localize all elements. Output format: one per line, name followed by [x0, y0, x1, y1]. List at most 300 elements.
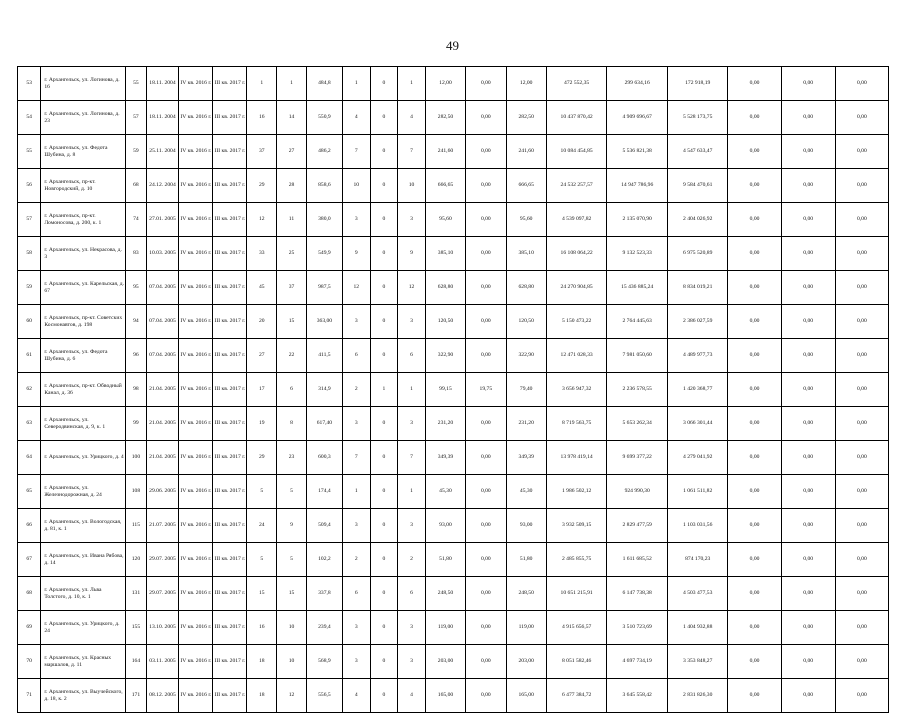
cell-date-recognized: 18.11. 2004 [146, 67, 179, 101]
cell-cost-total: 10 084 454,85 [546, 135, 607, 169]
cell-area-municipal: 231,20 [506, 407, 546, 441]
cell-house-number: 120 [126, 543, 146, 577]
cell-area-total-rooms: 95,60 [425, 203, 465, 237]
cell-house-number: 98 [126, 373, 146, 407]
cell-cost-fund: 14 947 786,96 [607, 169, 668, 203]
cell-rooms-municipal: 1 [398, 67, 426, 101]
cell-cost-budget: 1 103 031,56 [667, 509, 728, 543]
cell-cost-extra-1: 0,00 [728, 67, 781, 101]
cell-area-total-rooms: 119,00 [425, 611, 465, 645]
cell-rooms-total: 3 [342, 203, 370, 237]
cell-cost-extra-2: 0,00 [781, 237, 835, 271]
cell-residents-to-move: 5 [277, 543, 307, 577]
cell-area-total-rooms: 99,15 [425, 373, 465, 407]
cell-rooms-owned: 0 [370, 169, 398, 203]
cell-planned-end: III кв. 2017 г. [213, 203, 247, 237]
cell-residents-to-move: 1 [277, 67, 307, 101]
table-row [18, 237, 889, 271]
cell-area-municipal: 628,80 [506, 271, 546, 305]
cell-date-recognized: 29.06. 2005 [146, 475, 179, 509]
cell-residents-to-move: 14 [277, 101, 307, 135]
cell-area-total: 239,4 [306, 611, 342, 645]
cell-cost-fund: 2 236 578,55 [607, 373, 668, 407]
cell-area-total-rooms: 45,30 [425, 475, 465, 509]
cell-house-number: 95 [126, 271, 146, 305]
cell-area-total-rooms: 12,00 [425, 67, 465, 101]
cell-house-number: 115 [126, 509, 146, 543]
cell-planned-end: III кв. 2017 г. [213, 611, 247, 645]
cell-area-total-rooms: 51,80 [425, 543, 465, 577]
cell-address: г. Архангельск, ул. Выучейского, д. 18, к. 2 [41, 679, 126, 713]
cell-cost-extra-3: 0,00 [835, 203, 888, 237]
cell-residents-to-move: 5 [277, 475, 307, 509]
cell-area-owned: 0,00 [466, 407, 506, 441]
cell-house-number: 74 [126, 203, 146, 237]
cell-cost-extra-3: 0,00 [835, 475, 888, 509]
cell-planned-end: III кв. 2017 г. [213, 339, 247, 373]
cell-cost-extra-3: 0,00 [835, 543, 888, 577]
cell-cost-budget: 1 061 511,82 [667, 475, 728, 509]
cell-planned-end: III кв. 2017 г. [213, 645, 247, 679]
cell-planned-start: IV кв. 2016 г. [179, 373, 213, 407]
cell-date-recognized: 10.03. 2005 [146, 237, 179, 271]
table-body [18, 67, 889, 713]
cell-cost-budget: 3 066 301,44 [667, 407, 728, 441]
cell-row-number: 63 [18, 407, 41, 441]
cell-cost-total: 10 437 870,42 [546, 101, 607, 135]
cell-rooms-municipal: 3 [398, 509, 426, 543]
cell-rooms-owned: 0 [370, 407, 398, 441]
cell-area-owned: 0,00 [466, 475, 506, 509]
cell-planned-start: IV кв. 2016 г. [179, 135, 213, 169]
cell-cost-budget: 1 404 932,88 [667, 611, 728, 645]
cell-cost-total: 6 477 384,72 [546, 679, 607, 713]
cell-address: г. Архангельск, ул. Железнодорожная, д. 24 [41, 475, 126, 509]
cell-cost-total: 3 656 947,32 [546, 373, 607, 407]
cell-cost-extra-3: 0,00 [835, 67, 888, 101]
cell-area-municipal: 322,90 [506, 339, 546, 373]
cell-planned-start: IV кв. 2016 г. [179, 169, 213, 203]
cell-planned-end: III кв. 2017 г. [213, 543, 247, 577]
table-row [18, 305, 889, 339]
cell-date-recognized: 25.11. 2004 [146, 135, 179, 169]
cell-house-number: 131 [126, 577, 146, 611]
cell-cost-extra-3: 0,00 [835, 577, 888, 611]
cell-cost-fund: 3 645 558,42 [607, 679, 668, 713]
cell-cost-fund: 2 135 070,90 [607, 203, 668, 237]
cell-area-owned: 0,00 [466, 271, 506, 305]
cell-area-owned: 0,00 [466, 577, 506, 611]
cell-residents-total: 29 [247, 441, 277, 475]
cell-cost-extra-1: 0,00 [728, 135, 781, 169]
cell-cost-fund: 2 829 477,59 [607, 509, 668, 543]
cell-planned-end: III кв. 2017 г. [213, 101, 247, 135]
cell-residents-total: 18 [247, 645, 277, 679]
cell-cost-fund: 1 611 685,52 [607, 543, 668, 577]
cell-rooms-municipal: 6 [398, 577, 426, 611]
cell-planned-start: IV кв. 2016 г. [179, 475, 213, 509]
cell-rooms-owned: 0 [370, 67, 398, 101]
cell-residents-to-move: 15 [277, 577, 307, 611]
cell-residents-total: 33 [247, 237, 277, 271]
cell-planned-end: III кв. 2017 г. [213, 271, 247, 305]
cell-house-number: 164 [126, 645, 146, 679]
cell-area-municipal: 165,00 [506, 679, 546, 713]
cell-residents-total: 15 [247, 577, 277, 611]
table-row [18, 271, 889, 305]
cell-area-owned: 0,00 [466, 679, 506, 713]
cell-area-total: 174,4 [306, 475, 342, 509]
cell-rooms-total: 10 [342, 169, 370, 203]
cell-area-total: 411,5 [306, 339, 342, 373]
cell-area-municipal: 120,50 [506, 305, 546, 339]
cell-area-owned: 0,00 [466, 101, 506, 135]
cell-cost-extra-3: 0,00 [835, 679, 888, 713]
cell-rooms-total: 1 [342, 67, 370, 101]
cell-area-total: 486,2 [306, 135, 342, 169]
cell-planned-start: IV кв. 2016 г. [179, 203, 213, 237]
cell-cost-fund: 4 909 696,67 [607, 101, 668, 135]
cell-cost-budget: 6 975 520,89 [667, 237, 728, 271]
cell-cost-extra-1: 0,00 [728, 373, 781, 407]
cell-area-total-rooms: 628,80 [425, 271, 465, 305]
cell-date-recognized: 13.10. 2005 [146, 611, 179, 645]
cell-cost-extra-1: 0,00 [728, 441, 781, 475]
cell-cost-budget: 4 489 977,73 [667, 339, 728, 373]
cell-cost-extra-3: 0,00 [835, 339, 888, 373]
cell-cost-extra-2: 0,00 [781, 441, 835, 475]
cell-planned-end: III кв. 2017 г. [213, 305, 247, 339]
cell-cost-extra-2: 0,00 [781, 645, 835, 679]
cell-date-recognized: 18.11. 2004 [146, 101, 179, 135]
cell-area-owned: 0,00 [466, 509, 506, 543]
cell-area-municipal: 12,00 [506, 67, 546, 101]
cell-area-municipal: 119,00 [506, 611, 546, 645]
cell-residents-total: 5 [247, 475, 277, 509]
cell-house-number: 57 [126, 101, 146, 135]
cell-cost-extra-2: 0,00 [781, 101, 835, 135]
cell-area-total-rooms: 241,60 [425, 135, 465, 169]
table-row [18, 169, 889, 203]
cell-residents-total: 17 [247, 373, 277, 407]
cell-row-number: 67 [18, 543, 41, 577]
cell-rooms-municipal: 1 [398, 475, 426, 509]
table-row [18, 373, 889, 407]
cell-cost-extra-3: 0,00 [835, 611, 888, 645]
cell-residents-to-move: 22 [277, 339, 307, 373]
cell-row-number: 60 [18, 305, 41, 339]
cell-cost-budget: 1 420 368,77 [667, 373, 728, 407]
cell-address: г. Архангельск, пр-кт. Советских Космонавтов, д. 198 [41, 305, 126, 339]
cell-area-owned: 0,00 [466, 441, 506, 475]
cell-residents-to-move: 11 [277, 203, 307, 237]
cell-cost-total: 472 552,35 [546, 67, 607, 101]
cell-rooms-municipal: 4 [398, 101, 426, 135]
cell-rooms-municipal: 7 [398, 441, 426, 475]
table-row [18, 509, 889, 543]
cell-date-recognized: 21.04. 2005 [146, 373, 179, 407]
cell-area-owned: 0,00 [466, 169, 506, 203]
cell-residents-to-move: 10 [277, 645, 307, 679]
cell-area-owned: 0,00 [466, 339, 506, 373]
cell-rooms-owned: 0 [370, 441, 398, 475]
cell-cost-budget: 9 584 470,61 [667, 169, 728, 203]
cell-cost-fund: 9 132 523,33 [607, 237, 668, 271]
cell-cost-fund: 2 764 445,63 [607, 305, 668, 339]
cell-rooms-municipal: 7 [398, 135, 426, 169]
cell-row-number: 62 [18, 373, 41, 407]
cell-row-number: 53 [18, 67, 41, 101]
cell-house-number: 171 [126, 679, 146, 713]
cell-cost-total: 5 150 473,22 [546, 305, 607, 339]
cell-cost-extra-1: 0,00 [728, 271, 781, 305]
cell-cost-total: 1 986 502,12 [546, 475, 607, 509]
cell-area-total: 380,0 [306, 203, 342, 237]
cell-cost-extra-1: 0,00 [728, 407, 781, 441]
cell-rooms-municipal: 12 [398, 271, 426, 305]
cell-planned-start: IV кв. 2016 г. [179, 67, 213, 101]
cell-cost-budget: 172 918,19 [667, 67, 728, 101]
cell-cost-extra-1: 0,00 [728, 645, 781, 679]
cell-rooms-total: 6 [342, 339, 370, 373]
cell-cost-extra-2: 0,00 [781, 509, 835, 543]
cell-area-municipal: 45,30 [506, 475, 546, 509]
cell-row-number: 61 [18, 339, 41, 373]
cell-planned-start: IV кв. 2016 г. [179, 611, 213, 645]
cell-residents-total: 29 [247, 169, 277, 203]
cell-cost-extra-1: 0,00 [728, 543, 781, 577]
cell-residents-total: 5 [247, 543, 277, 577]
cell-address: г. Архангельск, пр-кт. Ломоносова, д. 200, к. 1 [41, 203, 126, 237]
cell-cost-extra-3: 0,00 [835, 305, 888, 339]
table-row [18, 679, 889, 713]
cell-area-total-rooms: 248,50 [425, 577, 465, 611]
cell-planned-start: IV кв. 2016 г. [179, 645, 213, 679]
cell-rooms-total: 12 [342, 271, 370, 305]
cell-area-owned: 0,00 [466, 645, 506, 679]
cell-residents-total: 18 [247, 679, 277, 713]
cell-planned-end: III кв. 2017 г. [213, 373, 247, 407]
cell-rooms-total: 7 [342, 441, 370, 475]
cell-cost-extra-3: 0,00 [835, 509, 888, 543]
cell-rooms-owned: 0 [370, 203, 398, 237]
cell-cost-budget: 2 404 026,92 [667, 203, 728, 237]
cell-area-municipal: 203,00 [506, 645, 546, 679]
cell-rooms-owned: 0 [370, 475, 398, 509]
cell-address: г. Архангельск, ул. Федота Шубина, д. 6 [41, 339, 126, 373]
cell-cost-extra-3: 0,00 [835, 135, 888, 169]
cell-house-number: 59 [126, 135, 146, 169]
cell-cost-fund: 15 436 885,24 [607, 271, 668, 305]
cell-rooms-municipal: 10 [398, 169, 426, 203]
cell-planned-end: III кв. 2017 г. [213, 679, 247, 713]
cell-cost-extra-3: 0,00 [835, 407, 888, 441]
table-row [18, 543, 889, 577]
cell-rooms-total: 3 [342, 305, 370, 339]
cell-residents-to-move: 8 [277, 407, 307, 441]
cell-residents-total: 20 [247, 305, 277, 339]
cell-house-number: 108 [126, 475, 146, 509]
cell-residents-total: 16 [247, 101, 277, 135]
cell-rooms-total: 3 [342, 645, 370, 679]
cell-area-total: 484,8 [306, 67, 342, 101]
cell-cost-budget: 4 547 633,47 [667, 135, 728, 169]
cell-address: г. Архангельск, ул. Красных маршалов, д. 11 [41, 645, 126, 679]
cell-cost-total: 10 651 215,91 [546, 577, 607, 611]
cell-rooms-municipal: 3 [398, 645, 426, 679]
cell-cost-extra-3: 0,00 [835, 101, 888, 135]
cell-cost-extra-1: 0,00 [728, 237, 781, 271]
table-row [18, 339, 889, 373]
cell-planned-end: III кв. 2017 г. [213, 67, 247, 101]
cell-cost-fund: 7 981 050,60 [607, 339, 668, 373]
cell-row-number: 71 [18, 679, 41, 713]
cell-cost-fund: 4 697 734,19 [607, 645, 668, 679]
cell-area-total: 568,9 [306, 645, 342, 679]
cell-house-number: 83 [126, 237, 146, 271]
cell-cost-fund: 3 510 723,69 [607, 611, 668, 645]
cell-rooms-total: 3 [342, 509, 370, 543]
cell-cost-extra-2: 0,00 [781, 339, 835, 373]
cell-cost-fund: 5 653 262,34 [607, 407, 668, 441]
cell-address: г. Архангельск, ул. Северодвинская, д. 9, к. 1 [41, 407, 126, 441]
cell-planned-start: IV кв. 2016 г. [179, 577, 213, 611]
cell-planned-end: III кв. 2017 г. [213, 475, 247, 509]
cell-planned-start: IV кв. 2016 г. [179, 237, 213, 271]
cell-rooms-municipal: 3 [398, 611, 426, 645]
cell-planned-start: IV кв. 2016 г. [179, 305, 213, 339]
cell-rooms-total: 6 [342, 577, 370, 611]
cell-cost-total: 3 932 509,15 [546, 509, 607, 543]
cell-residents-to-move: 27 [277, 135, 307, 169]
table-row [18, 135, 889, 169]
cell-cost-extra-2: 0,00 [781, 543, 835, 577]
cell-row-number: 68 [18, 577, 41, 611]
cell-cost-extra-2: 0,00 [781, 271, 835, 305]
cell-area-total: 314,9 [306, 373, 342, 407]
cell-area-owned: 0,00 [466, 203, 506, 237]
cell-cost-total: 4 539 097,82 [546, 203, 607, 237]
cell-cost-extra-1: 0,00 [728, 577, 781, 611]
cell-cost-total: 13 978 419,14 [546, 441, 607, 475]
cell-cost-extra-2: 0,00 [781, 67, 835, 101]
cell-planned-start: IV кв. 2016 г. [179, 509, 213, 543]
data-table [17, 66, 889, 713]
cell-area-total: 509,4 [306, 509, 342, 543]
cell-rooms-total: 3 [342, 611, 370, 645]
cell-address: г. Архангельск, ул. Ивана Рябова, д. 14 [41, 543, 126, 577]
cell-area-total: 987,5 [306, 271, 342, 305]
cell-rooms-municipal: 3 [398, 407, 426, 441]
cell-cost-budget: 8 834 019,21 [667, 271, 728, 305]
cell-cost-extra-2: 0,00 [781, 679, 835, 713]
cell-area-total-rooms: 322,90 [425, 339, 465, 373]
cell-date-recognized: 29.07. 2005 [146, 577, 179, 611]
cell-date-recognized: 07.04. 2005 [146, 339, 179, 373]
cell-area-municipal: 282,50 [506, 101, 546, 135]
cell-residents-total: 16 [247, 611, 277, 645]
cell-residents-to-move: 9 [277, 509, 307, 543]
cell-planned-end: III кв. 2017 г. [213, 169, 247, 203]
cell-cost-budget: 5 528 173,75 [667, 101, 728, 135]
cell-planned-end: III кв. 2017 г. [213, 237, 247, 271]
cell-cost-budget: 874 170,23 [667, 543, 728, 577]
cell-house-number: 94 [126, 305, 146, 339]
cell-area-total: 858,6 [306, 169, 342, 203]
cell-area-owned: 0,00 [466, 305, 506, 339]
table-row [18, 441, 889, 475]
cell-area-owned: 19,75 [466, 373, 506, 407]
cell-rooms-municipal: 9 [398, 237, 426, 271]
cell-area-total-rooms: 231,20 [425, 407, 465, 441]
cell-house-number: 155 [126, 611, 146, 645]
cell-residents-to-move: 10 [277, 611, 307, 645]
cell-house-number: 96 [126, 339, 146, 373]
cell-planned-end: III кв. 2017 г. [213, 441, 247, 475]
cell-date-recognized: 07.04. 2005 [146, 305, 179, 339]
cell-row-number: 66 [18, 509, 41, 543]
cell-rooms-owned: 0 [370, 101, 398, 135]
cell-cost-fund: 924 990,30 [607, 475, 668, 509]
cell-row-number: 56 [18, 169, 41, 203]
table-row [18, 101, 889, 135]
cell-area-total-rooms: 349,39 [425, 441, 465, 475]
cell-cost-total: 24 270 904,85 [546, 271, 607, 305]
cell-date-recognized: 07.04. 2005 [146, 271, 179, 305]
cell-rooms-total: 4 [342, 101, 370, 135]
cell-rooms-owned: 0 [370, 305, 398, 339]
cell-address: г. Архангельск, ул. Логинова, д. 23 [41, 101, 126, 135]
cell-row-number: 64 [18, 441, 41, 475]
cell-rooms-owned: 0 [370, 339, 398, 373]
cell-rooms-owned: 0 [370, 679, 398, 713]
cell-area-total: 600,3 [306, 441, 342, 475]
cell-area-municipal: 93,00 [506, 509, 546, 543]
cell-area-owned: 0,00 [466, 611, 506, 645]
cell-cost-extra-2: 0,00 [781, 407, 835, 441]
cell-rooms-total: 2 [342, 543, 370, 577]
cell-cost-budget: 4 279 041,92 [667, 441, 728, 475]
table-row [18, 203, 889, 237]
cell-cost-extra-3: 0,00 [835, 271, 888, 305]
cell-planned-end: III кв. 2017 г. [213, 135, 247, 169]
cell-cost-extra-2: 0,00 [781, 135, 835, 169]
cell-address: г. Архангельск, ул. Вологодская, д. 81, к. 1 [41, 509, 126, 543]
table-row [18, 67, 889, 101]
cell-cost-extra-2: 0,00 [781, 169, 835, 203]
cell-rooms-owned: 1 [370, 373, 398, 407]
cell-cost-extra-3: 0,00 [835, 373, 888, 407]
cell-cost-extra-1: 0,00 [728, 475, 781, 509]
cell-cost-total: 24 532 257,57 [546, 169, 607, 203]
cell-area-owned: 0,00 [466, 67, 506, 101]
cell-residents-to-move: 28 [277, 169, 307, 203]
cell-date-recognized: 21.04. 2005 [146, 407, 179, 441]
cell-planned-start: IV кв. 2016 г. [179, 543, 213, 577]
cell-area-municipal: 95,60 [506, 203, 546, 237]
cell-address: г. Архангельск, пр-кт. Обводный Канал, д. 36 [41, 373, 126, 407]
cell-rooms-municipal: 3 [398, 203, 426, 237]
cell-date-recognized: 21.07. 2005 [146, 509, 179, 543]
cell-row-number: 59 [18, 271, 41, 305]
cell-rooms-owned: 0 [370, 271, 398, 305]
cell-row-number: 57 [18, 203, 41, 237]
cell-cost-extra-3: 0,00 [835, 237, 888, 271]
cell-residents-total: 45 [247, 271, 277, 305]
cell-area-total-rooms: 165,00 [425, 679, 465, 713]
cell-area-municipal: 241,60 [506, 135, 546, 169]
cell-cost-total: 2 485 855,75 [546, 543, 607, 577]
